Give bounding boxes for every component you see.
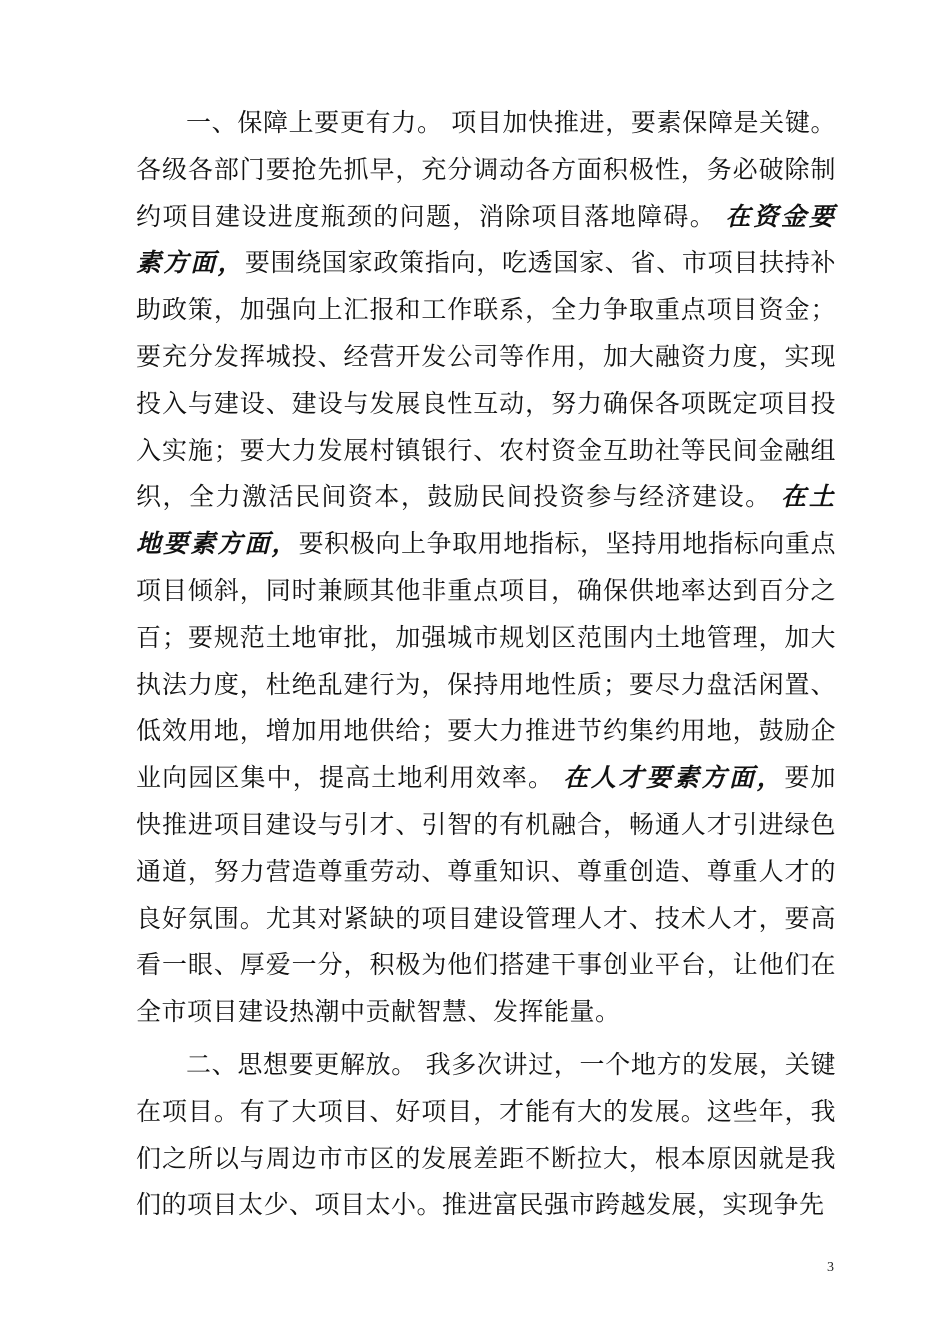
emphasis-land: 在土地要素方面， <box>136 482 836 559</box>
paragraph-thinking <box>136 1042 836 1229</box>
paragraph-text: 要加快推进项目建设与引才、引智的有机融合，畅通人才引进绿色通道，努力营造尊重劳动、尊重知识、尊重创造、尊重人才的良好氛围。尤其对紧缺的项目建设管理人才、技术人才，要高看一眼、厚爱一分，积极为他们搭建干事创业平台，让他们在全市项目建设热潮中贡献智慧、发挥能量。 <box>136 763 836 1027</box>
paragraph-text: 我多次讲过，一个地方的发展，关键在项目。有了大项目、好项目，才能有大的发展。这些年，我们之所以与周边市市区的发展差距不断拉大，根本原因就是我们的项目太少、项目太小。推进富民强市跨越发展，实现争先 <box>136 1049 836 1220</box>
section-heading-one: 一、保障上要更有力。 <box>186 108 452 137</box>
paragraph-guarantee <box>136 100 836 1036</box>
page-number: 3 <box>827 1260 834 1275</box>
document-body <box>136 100 836 1229</box>
paragraph-text: 项目加快推进，要素保障是关键。各级各部门要抢先抓早，充分调动各方面积极性，务必破除制约项目建设进度瓶颈的问题，消除项目落地障碍。 <box>136 108 836 231</box>
paragraph-text: 要积极向上争取用地指标，坚持用地指标向重点项目倾斜，同时兼顾其他非重点项目，确保供地率达到百分之百；要规范土地审批，加强城市规划区范围内土地管理，加大执法力度，杜绝乱建行为，保持用地性质；要尽力盘活闲置、低效用地，增加用地供给；要大力推进节约集约用地，鼓励企业向园区集中，提高土地利用效率。 <box>136 529 836 793</box>
emphasis-talent: 在人才要素方面， <box>563 763 785 793</box>
section-heading-two: 二、思想要更解放。 <box>186 1049 426 1079</box>
emphasis-funding: 在资金要素方面， <box>136 201 836 278</box>
paragraph-text: 要围绕国家政策指向，吃透国家、省、市项目扶持补助政策，加强向上汇报和工作联系，全力争取重点项目资金；要充分发挥城投、经营开发公司等作用，加大融资力度，实现投入与建设、建设与发展良性互动，努力确保各项既定项目投入实施；要大力发展村镇银行、农村资金互助社等民间金融组织，全力激活民间资本，鼓励民间投资参与经济建设。 <box>136 248 836 512</box>
